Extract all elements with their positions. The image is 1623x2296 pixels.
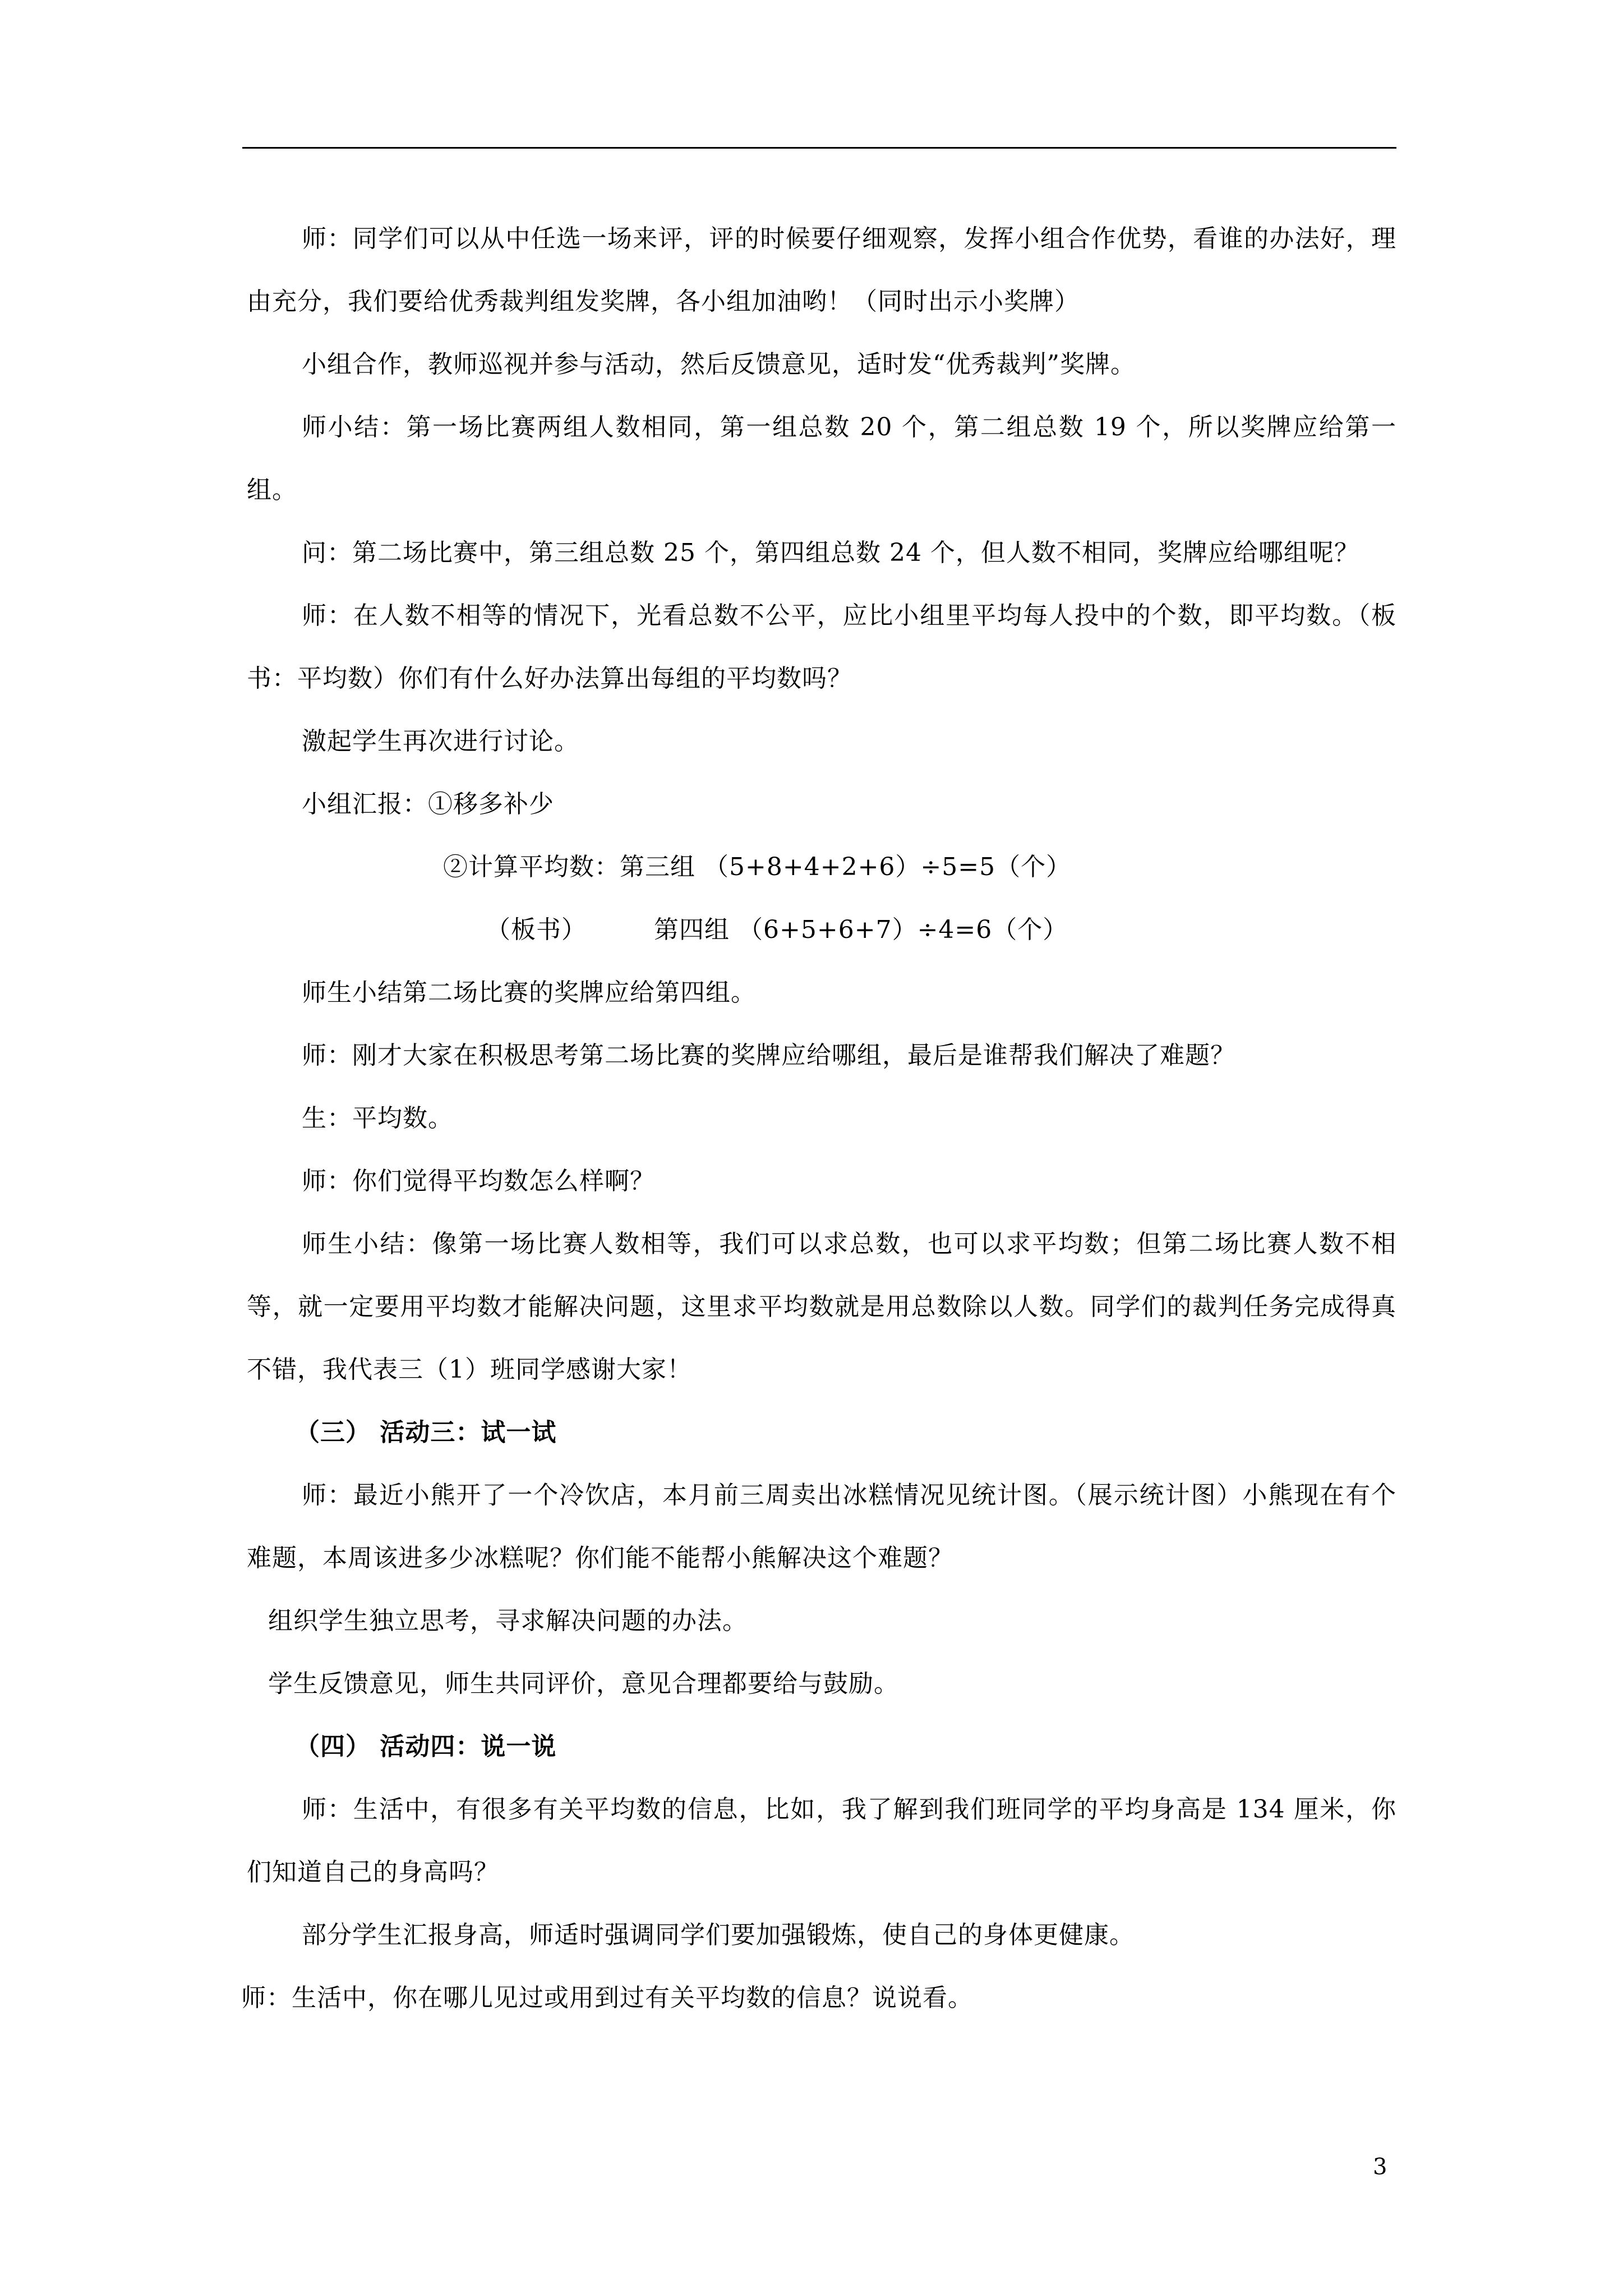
paragraph-medal-group-4: 师生小结第二场比赛的奖牌应给第四组。 <box>302 978 756 1007</box>
board-writing-label: （板书） <box>486 915 587 944</box>
paragraph-teacher-summary-1: 师小结：第一场比赛两组人数相同，第一组总数 20 个，第二组总数 19 个，所以奖牌应给第一组。 <box>247 413 1396 504</box>
section-heading-activity-4: （四） 活动四：说一说 <box>295 1732 557 1761</box>
paragraph-teacher-question: 师：刚才大家在积极思考第二场比赛的奖牌应给哪组，最后是谁帮我们解决了难题？ <box>302 1041 1235 1070</box>
paragraph-report-height: 部分学生汇报身高，师适时强调同学们要加强锻炼，使自己的身体更健康。 <box>302 1921 1135 1949</box>
paragraph-question-round-2: 问：第二场比赛中，第三组总数 25 个，第四组总数 24 个，但人数不相同，奖牌应给哪组呢？ <box>302 539 1359 567</box>
paragraph-where-seen: 师：生活中，你在哪儿见过或用到过有关平均数的信息？说说看。 <box>241 1984 973 2012</box>
paragraph-feedback: 学生反馈意见，师生共同评价，意见合理都要给与鼓励。 <box>268 1669 899 1698</box>
paragraph-student-answer: 生：平均数。 <box>302 1104 453 1133</box>
section-heading-activity-3: （三） 活动三：试一试 <box>295 1418 557 1447</box>
header-rule <box>242 147 1396 149</box>
paragraph-group-cooperation: 小组合作，教师巡视并参与活动，然后反馈意见，适时发“优秀裁判”奖牌。 <box>302 350 1136 379</box>
calculation-group-4-line <box>247 899 1396 961</box>
paragraph-group-report: 小组汇报：①移多补少 <box>302 790 554 818</box>
page-number: 3 <box>1373 2154 1387 2180</box>
paragraph-teacher-evaluate: 师：同学们可以从中任选一场来评，评的时候要仔细观察，发挥小组合作优势，看谁的办法好，理由充分，我们要给优秀裁判组发奖牌，各小组加油哟！（同时出示小奖牌） <box>247 224 1396 316</box>
paragraph-discussion: 激起学生再次进行讨论。 <box>302 727 579 756</box>
paragraph-teacher-average: 师：在人数不相等的情况下，光看总数不公平，应比小组里平均每人投中的个数，即平均数。（板书：平均数）你们有什么好办法算出每组的平均数吗？ <box>247 601 1396 693</box>
paragraph-teacher-ask-feeling: 师：你们觉得平均数怎么样啊？ <box>302 1167 655 1195</box>
paragraph-independent-thinking: 组织学生独立思考，寻求解决问题的办法。 <box>268 1607 748 1635</box>
document-body <box>241 208 1396 2030</box>
paragraph-average-height: 师：生活中，有很多有关平均数的信息，比如，我了解到我们班同学的平均身高是 134 厘米，你们知道自己的身高吗？ <box>247 1795 1396 1887</box>
paragraph-summary-2: 师生小结：像第一场比赛人数相等，我们可以求总数，也可以求平均数；但第二场比赛人数不相等，就一定要用平均数才能解决问题，这里求平均数就是用总数除以人数。同学们的裁判任务完成得真不错，我代表三（1）班同学感谢大家！ <box>247 1230 1396 1384</box>
calculation-group-4: 第四组 （6+5+6+7）÷4=6（个） <box>654 915 1068 944</box>
paragraph-bear-shop: 师：最近小熊开了一个冷饮店，本月前三周卖出冰糕情况见统计图。（展示统计图）小熊现在有个难题，本周该进多少冰糕呢？你们能不能帮小熊解决这个难题？ <box>247 1481 1396 1572</box>
calculation-group-3: ②计算平均数：第三组 （5+8+4+2+6）÷5=5（个） <box>443 853 1072 881</box>
